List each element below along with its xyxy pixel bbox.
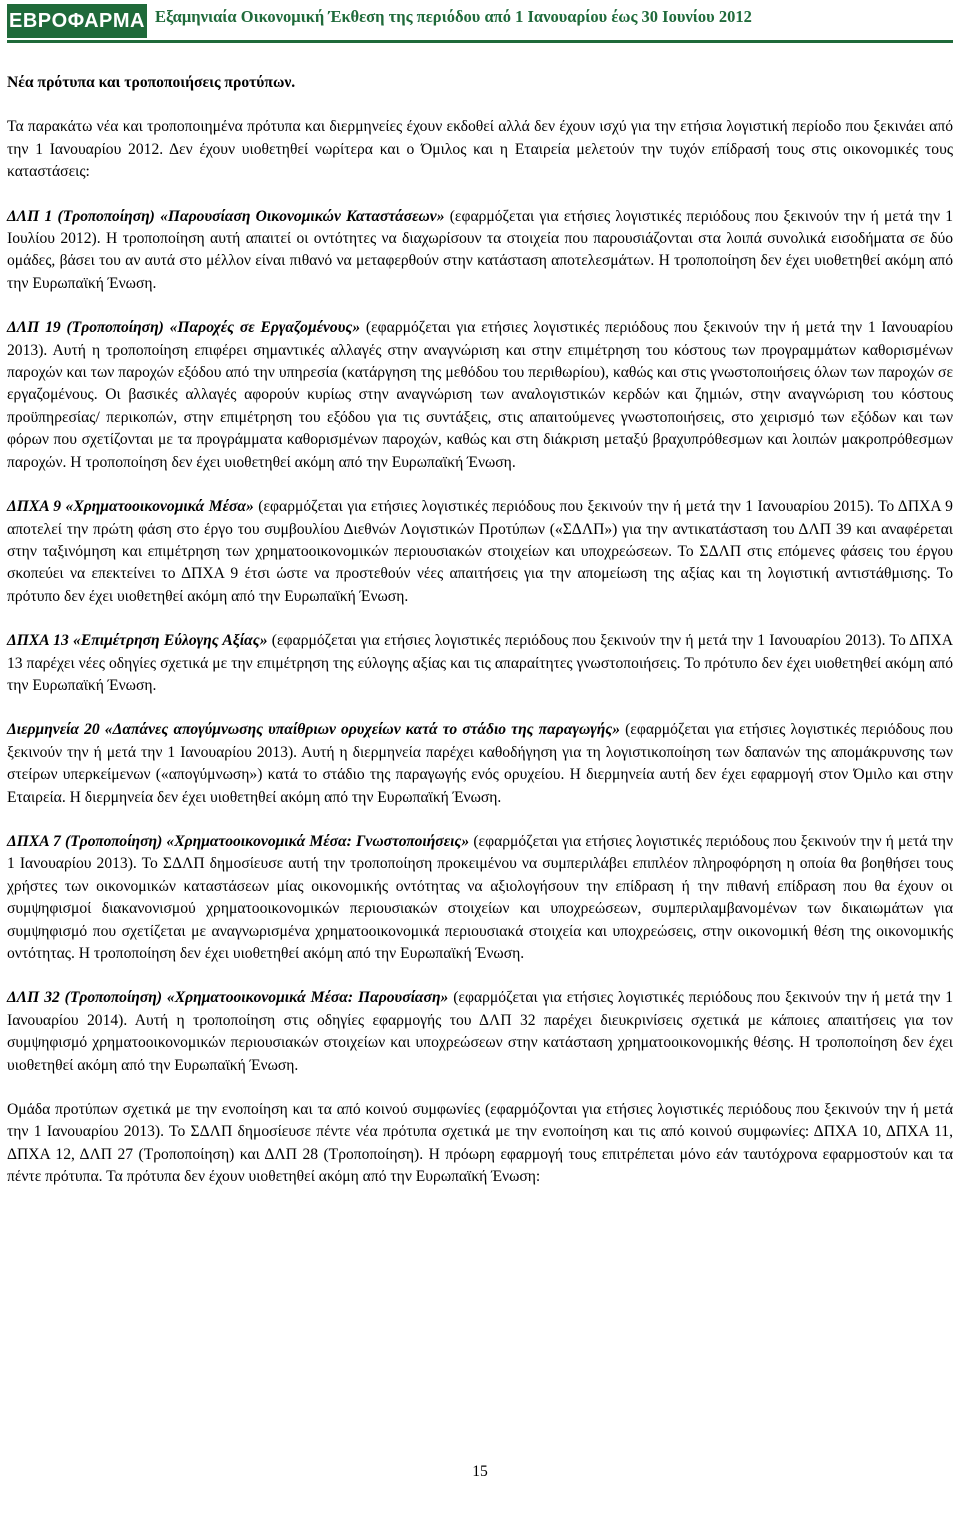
page-number: 15 (472, 1463, 488, 1480)
standard-text: (εφαρμόζεται για ετήσιες λογιστικές περιόδους που ξεκινούν την ή μετά την 1 Ιανουαρίου 2013). Αυτή η τροποποίηση επιφέρει σημαντικές αλλαγές στην αναγνώριση και στην επιμέτρηση του κόστους των προγραμμάτων καθορισμένων παροχών και των παροχών εξόδου από την υπηρεσία (κατάργηση της μεθόδου του περιθωρίου), καθώς και στις γνωστοποιήσεις όλων των παροχών σε εργαζομένους. Οι βασικές αλλαγές αφορούν κυρίως στην αναγνώριση των αναλογιστικών κερδών και ζημιών, στην αναγνώριση του κόστους προϋπηρεσίας/ περικοπών, στην επιμέτρηση του εξόδου για τις συντάξεις, στις απαιτούμενες γνωστοποιήσεις, στο χειρισμό των εξόδων και των φόρων που σχετίζονται με τα προγράμματα καθορισμένων παροχών, καθώς και στη διάκριση μεταξύ βραχυπρόθεσμων και λοιπών μακροπρόθεσμων παροχών. Η τροποποίηση δεν έχει υιοθετηθεί ακόμη από την Ευρωπαϊκή Ένωση. (7, 319, 954, 471)
company-logo: ΕΒΡΟΦΑΡΜΑ (7, 4, 147, 38)
section-title: Νέα πρότυπα και τροποποιήσεις προτύπων. (7, 74, 296, 91)
document-body (7, 72, 953, 1211)
standard-reference: ΔΠΧΑ 13 «Επιμέτρηση Εύλογης Αξίας» (7, 632, 268, 650)
standard-paragraph (7, 317, 953, 474)
page-header (7, 4, 953, 40)
standard-reference: ΔΛΠ 1 (Τροποποίηση) «Παρουσίαση Οικονομικών Καταστάσεων» (7, 207, 445, 225)
standard-paragraph (7, 831, 953, 965)
standard-text: (εφαρμόζεται για ετήσιες λογιστικές περιόδους που ξεκινούν την ή μετά την 1 Ιανουαρίου 2013). Αυτή η διερμηνεία παρέχει καθοδήγηση για τη λογιστικοποίηση των δαπανών της απομάκρυνσης των στείρων υπερκείμενων («απογύμνωση») κατά το στάδιο της παραγωγής ενός ορυχείου. Η διερμηνεία αυτή δεν έχει εφαρμογή στον Όμιλο και στην Εταιρεία. Η διερμηνεία δεν έχει υιοθετηθεί ακόμη από την Ευρωπαϊκή Ένωση. (7, 721, 953, 806)
intro-paragraph: Τα παρακάτω νέα και τροποποιημένα πρότυπα και διερμηνείες έχουν εκδοθεί αλλά δεν έχουν ισχύ για την ετήσια λογιστική περίοδο που ξεκινάει από την 1 Ιανουαρίου 2012. Δεν έχουν υιοθετηθεί νωρίτερα και ο Όμιλος και η Εταιρεία μελετούν την τυχόν επίδρασή τους στις οικονομικές τους καταστάσεις: (7, 118, 953, 181)
standard-paragraph (7, 206, 953, 296)
standard-text: (εφαρμόζεται για ετήσιες λογιστικές περιόδους που ξεκινούν την ή μετά την 1 Ιανουαρίου 2013). Το ΣΔΛΠ δημοσίευσε αυτή την τροποποίηση προκειμένου να συμπεριλάβει επιπλέον πληροφόρηση η οποία θα βοηθήσει τους χρήστες των οικονομικών καταστάσεων μίας οικονομικής οντότητας να αξιολογήσουν την επίδραση ή την πιθανή επίδραση που θα έχουν οι συμψηφισμοί διακανονισμού χρηματοοικονομικών περιουσιακών στοιχείων και υποχρεώσεων, συμπεριλαμβανομένων των δικαιωμάτων για συμψηφισμό που σχετίζεται με αναγνωρισμένα χρηματοοικονομικά περιουσιακά στοιχεία και υποχρεώσεις, στην οικονομική θέση της οικονομικής οντότητας. Η τροποποίηση δεν έχει υιοθετηθεί ακόμη από την Ευρωπαϊκή Ένωση. (7, 832, 953, 962)
standard-reference: ΔΠΧΑ 9 «Χρηματοοικονομικά Μέσα» (7, 498, 254, 516)
standard-text: (εφαρμόζεται για ετήσιες λογιστικές περιόδους που ξεκινούν την ή μετά την 1 Ιανουαρίου 2015). Το ΔΠΧΑ 9 αποτελεί την πρώτη φάση στο έργο του συμβουλίου Διεθνών Λογιστικών Προτύπων («ΣΔΛΠ») για την αντικατάσταση του ΔΛΠ 39 και αναφέρεται στην ταξινόμηση και επιμέτρηση των χρηματοοικονομικών περιουσιακών στοιχείων και υποχρεώσεων. Το ΣΔΛΠ στις επόμενες φάσεις του έργου σκοπεύει να επεκτείνει το ΔΠΧΑ 9 έτσι ώστε να προστεθούν νέες απαιτήσεις για την απομείωση της αξίας και τη λογιστική αντιστάθμισης. Το πρότυπο δεν έχει υιοθετηθεί ακόμη από την Ευρωπαϊκή Ένωση. (7, 498, 953, 605)
standard-text: (εφαρμόζεται για ετήσιες λογιστικές περιόδους που ξεκινούν την ή μετά την 1 Ιανουαρίου 2013). Το ΔΠΧΑ 13 παρέχει νέες οδηγίες σχετικά με την επιμέτρηση της εύλογης αξίας και τις απαραίτητες γνωστοποιήσεις. Το πρότυπο δεν έχει υιοθετηθεί ακόμη από την Ευρωπαϊκή Ένωση. (7, 632, 953, 694)
header-title: Εξαμηνιαία Οικονομική Έκθεση της περιόδου από 1 Ιανουαρίου έως 30 Ιουνίου 2012 (155, 7, 752, 26)
standard-reference: ΔΛΠ 19 (Τροποποίηση) «Παροχές σε Εργαζομένους» (7, 319, 361, 337)
closing-paragraph: Ομάδα προτύπων σχετικά με την ενοποίηση και τα από κοινού συμφωνίες (εφαρμόζονται για ετήσιες λογιστικές περιόδους που ξεκινούν την ή μετά την 1 Ιανουαρίου 2013). Το ΣΔΛΠ δημοσίευσε πέντε νέα πρότυπα σχετικά με την ενοποίηση και τις από κοινού συμφωνίες: ΔΠΧΑ 10, ΔΠΧΑ 11, ΔΠΧΑ 12, ΔΛΠ 27 (Τροποποίηση) και ΔΛΠ 28 (Τροποποίηση). Η πρόωρη εφαρμογή τους επιτρέπεται μόνο εάν ταυτόχρονα εφαρμοστούν και τα πέντε πρότυπα. Τα πρότυπα δεν έχουν υιοθετηθεί ακόμη από την Ευρωπαϊκή Ένωση: (7, 1101, 953, 1186)
standard-reference: ΔΠΧΑ 7 (Τροποποίηση) «Χρηματοοικονομικά Μέσα: Γνωστοποιήσεις» (7, 832, 470, 850)
standard-paragraph (7, 496, 953, 608)
standard-reference: Διερμηνεία 20 «Δαπάνες απογύμνωσης υπαίθριων ορυχείων κατά το στάδιο της παραγωγής» (7, 721, 621, 739)
standard-paragraph (7, 987, 953, 1077)
standard-paragraph (7, 630, 953, 697)
standard-text: (εφαρμόζεται για ετήσιες λογιστικές περιόδους που ξεκινούν την ή μετά την 1 Ιουλίου 2012). Η τροποποίηση αυτή απαιτεί οι οντότητες να διαχωρίσουν τα στοιχεία που παρουσιάζονται στα λοιπά συνολικά εισοδήματα σε δύο ομάδες, βάσει του αν αυτά στο μέλλον είναι πιθανό να μεταφερθούν στην κατάσταση αποτελεσμάτων. Η τροποποίηση δεν έχει υιοθετηθεί ακόμη από την Ευρωπαϊκή Ένωση. (7, 207, 954, 292)
header-divider (7, 40, 953, 43)
standard-reference: ΔΛΠ 32 (Τροποποίηση) «Χρηματοοικονομικά Μέσα: Παρουσίαση» (7, 989, 449, 1007)
standard-paragraph (7, 719, 953, 809)
standard-text: (εφαρμόζεται για ετήσιες λογιστικές περιόδους που ξεκινούν την ή μετά την 1 Ιανουαρίου 2014). Αυτή η τροποποίηση στις οδηγίες εφαρμογής του ΔΛΠ 32 παρέχει διευκρινίσεις σχετικά με κάποιες απαιτήσεις για τον συμψηφισμό χρηματοοικονομικών περιουσιακών στοιχείων και υποχρεώσεων στην κατάσταση χρηματοοικονομικής θέσης. Η τροποποίηση δεν έχει υιοθετηθεί ακόμη από την Ευρωπαϊκή Ένωση. (7, 989, 953, 1074)
